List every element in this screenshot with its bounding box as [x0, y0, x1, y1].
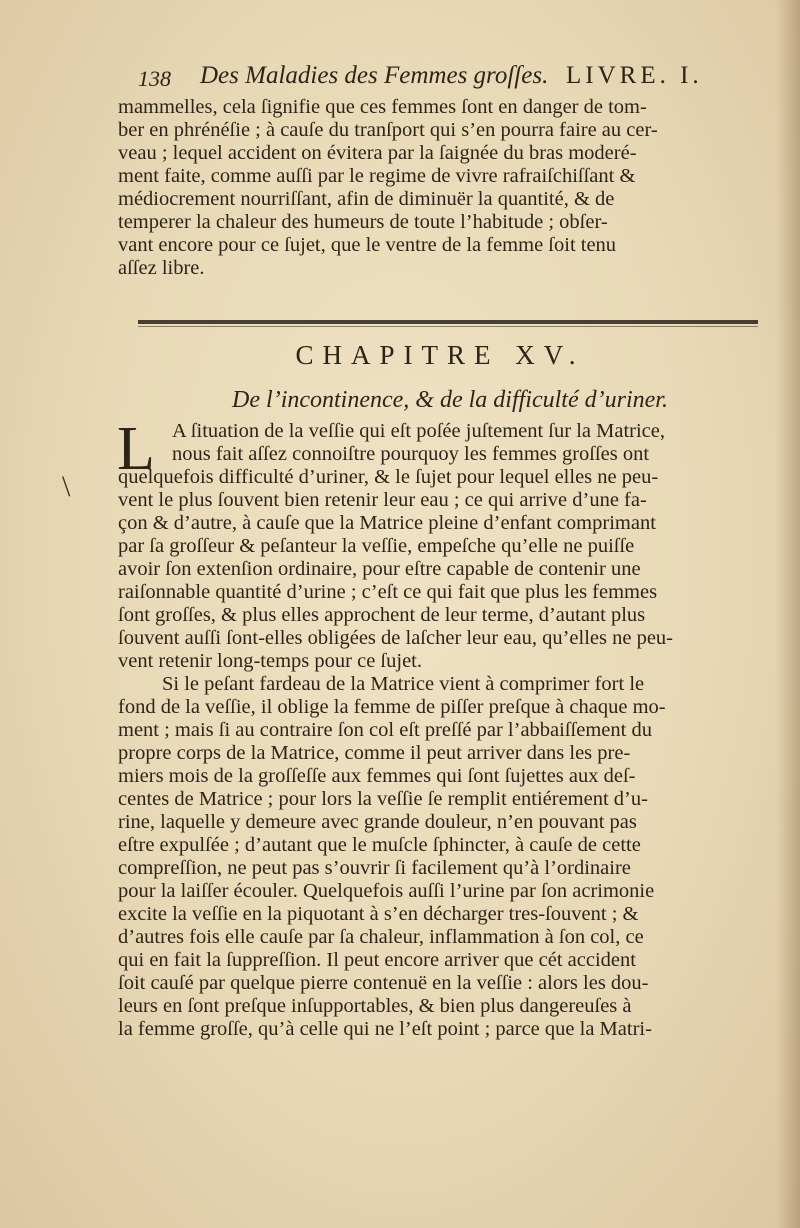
- text-line: miers mois de la groſſeſſe aux femmes qui ſont ſujettes aux deſ-: [118, 765, 636, 787]
- chapter-subtitle: De l’incontinence, & de la difficulté d’uriner.: [232, 387, 668, 413]
- text-line: centes de Matrice ; pour lors la veſſie ſe remplit entiérement d’u-: [118, 788, 648, 810]
- text-line: A ſituation de la veſſie qui eſt poſée juſtement ſur la Matrice,: [172, 420, 665, 442]
- text-line: excite la veſſie en la piquotant à s’en décharger tres-ſouvent ; &: [118, 903, 639, 925]
- page-number: 138: [138, 66, 171, 91]
- text-line: vant encore pour ce ſujet, que le ventre de la femme ſoit tenu: [118, 234, 617, 256]
- chapter-heading: CHAPITRE XV.: [295, 340, 585, 370]
- drop-cap: L: [117, 415, 155, 483]
- text-line: propre corps de la Matrice, comme il peut arriver dans les pre-: [118, 742, 631, 764]
- text-line: fond de la veſſie, il oblige la femme de piſſer preſque à chaque mo-: [118, 696, 666, 718]
- text-line: ber en phrénéſie ; à cauſe du tranſport qui s’en pourra faire au cer-: [118, 119, 658, 141]
- text-line: ſont groſſes, & plus elles approchent de leur terme, d’autant plus: [118, 604, 646, 626]
- text-line: ſouvent auſſi ſont-elles obligées de laſcher leur eau, qu’elles ne peu-: [118, 627, 674, 649]
- text-line: médiocrement nourriſſant, afin de diminuër la quantité, & de: [118, 188, 615, 210]
- text-line: aſſez libre.: [118, 257, 205, 279]
- text-line: vent le plus ſouvent bien retenir leur eau ; ce qui arrive d’une fa-: [118, 489, 647, 511]
- text-line: la femme groſſe, qu’à celle qui ne l’eſt point ; parce que la Matri-: [118, 1018, 652, 1040]
- text-line: ment ; mais ſi au contraire ſon col eſt preſſé par l’abbaiſſement du: [118, 719, 652, 741]
- text-line: vent retenir long-temps pour ce ſujet.: [118, 650, 422, 672]
- text-line: rine, laquelle y demeure avec grande douleur, n’en pouvant pas: [118, 811, 637, 833]
- text-line: avoir ſon extenſion ordinaire, pour eſtre capable de contenir une: [118, 558, 641, 580]
- text-line: çon & d’autre, à cauſe que la Matrice pleine d’enfant comprimant: [118, 512, 656, 534]
- text-line: ſoit cauſé par quelque pierre contenuë en la veſſie : alors les dou-: [118, 972, 649, 994]
- margin-annotation: \: [62, 470, 71, 503]
- text-line: temperer la chaleur des humeurs de toute l’habitude ; obſer-: [118, 211, 608, 233]
- text-line: d’autres fois elle cauſe par ſa chaleur, inflammation à ſon col, ce: [118, 926, 644, 948]
- page-gutter-shadow: [776, 0, 800, 1228]
- text-line: ment faite, comme auſſi par le regime de vivre rafraiſchiſſant &: [118, 165, 636, 187]
- text-line: leurs en ſont preſque inſupportables, & bien plus dangereuſes à: [118, 995, 632, 1017]
- text-line: eſtre expulſée ; d’autant que le muſcle ſphincter, à cauſe de cette: [118, 834, 641, 856]
- text-line: veau ; lequel accident on évitera par la ſaignée du bras moderé-: [118, 142, 637, 164]
- section-rule: [138, 320, 758, 324]
- section-rule-thin: [138, 326, 758, 327]
- paragraph-continued: [118, 96, 766, 280]
- text-line: raiſonnable quantité d’urine ; c’eſt ce qui fait que plus les femmes: [118, 581, 658, 603]
- text-line: Si le peſant fardeau de la Matrice vient à comprimer fort le: [162, 673, 645, 695]
- book-number: LIVRE. I.: [566, 62, 703, 89]
- running-header: [138, 60, 768, 94]
- text-line: nous fait aſſez connoiſtre pourquoy les femmes groſſes ont: [172, 443, 650, 465]
- running-title: Des Maladies des Femmes groſſes.: [200, 62, 549, 89]
- text-line: qui en fait la ſuppreſſion. Il peut encore arriver que cét accident: [118, 949, 636, 971]
- text-line: par ſa groſſeur & peſanteur la veſſie, empeſche qu’elle ne puiſſe: [118, 535, 635, 557]
- text-line: quelquefois difficulté d’uriner, & le ſujet pour lequel elles ne peu-: [118, 466, 659, 488]
- text-line: compreſſion, ne peut pas s’ouvrir ſi facilement qu’à l’ordinaire: [118, 857, 631, 879]
- text-line: mammelles, cela ſignifie que ces femmes ſont en danger de tom-: [118, 96, 647, 118]
- text-line: pour la laiſſer écouler. Quelquefois auſſi l’urine par ſon acrimonie: [118, 880, 655, 902]
- chapter-body: [117, 415, 766, 1041]
